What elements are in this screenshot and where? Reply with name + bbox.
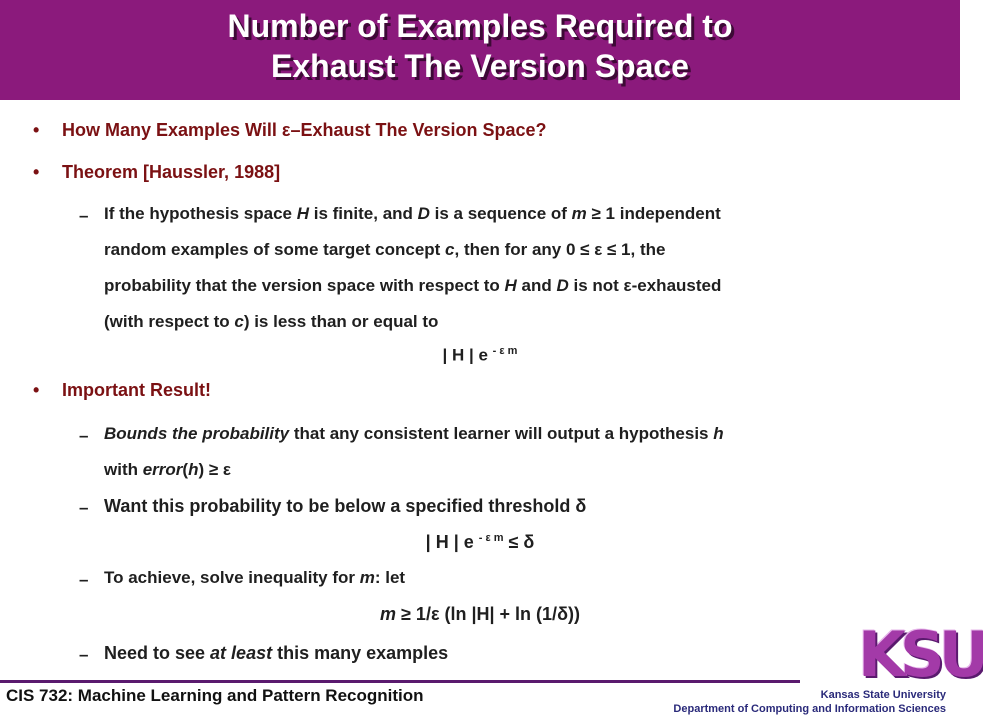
var-m: m [380,604,397,624]
text: ( [182,460,189,479]
department-name: Department of Computing and Information Sciences [673,703,946,715]
title-line-2: Exhaust The Version Space [271,48,689,84]
var-D: D [417,204,430,223]
var-c: c [445,240,455,259]
formula-base: | H | e [442,345,493,365]
bounds-paragraph [104,416,894,488]
text: ) is less than or equal to [243,312,439,331]
formula-bound [0,345,960,366]
text: that any consistent learner will output a hypothesis [289,424,714,443]
var-h: h [713,424,724,443]
text: : let [374,568,406,587]
italic-text: Bounds the probability [104,424,290,443]
bullet-marker: • [33,120,40,140]
var-D: D [556,276,569,295]
need-line [104,635,894,671]
footer-rule [0,680,800,683]
bullet-marker: • [33,162,40,182]
var-H: H [504,276,517,295]
dash-marker: – [79,645,89,664]
title-line-1: Number of Examples Required to [227,8,733,44]
text: with [104,460,143,479]
text: and [516,276,557,295]
achieve-line [104,560,894,596]
text: is not ε-exhausted [568,276,722,295]
ksu-logo: KSU [858,618,983,691]
university-name: Kansas State University [820,689,946,701]
slide-title [0,6,960,86]
text: is a sequence of [429,204,572,223]
text: random examples of some target concept [104,240,446,259]
formula-exponent: - ε m [478,532,504,544]
bullet-how-many [62,120,547,141]
formula-rest: ≥ 1/ε (ln |H| + ln (1/δ)) [396,604,580,624]
dash-marker: – [79,498,89,517]
text: How Many Examples Will [62,120,282,140]
epsilon-symbol: ε [281,120,291,140]
theorem-paragraph [104,196,894,340]
dash-marker: – [79,570,89,589]
text: –Exhaust The Version Space? [290,120,547,140]
text: Need to see [104,643,211,663]
text: , then for any 0 ≤ ε ≤ 1, the [454,240,666,259]
want-line: Want this probability to be below a specified threshold δ [104,496,587,516]
formula-sample-complexity [0,604,960,625]
bullet-marker: • [33,380,40,400]
text: To achieve, solve inequality for [104,568,360,587]
text: probability that the version space with respect to [104,276,505,295]
text: this many examples [272,643,449,663]
bullet-theorem: Theorem [Haussler, 1988] [62,162,281,182]
var-error: error [142,460,183,479]
italic-text: at least [210,643,273,663]
formula-exponent: - ε m [492,345,518,357]
text: (with respect to [104,312,235,331]
course-title: CIS 732: Machine Learning and Pattern Recognition [6,686,424,705]
bullet-important-result: Important Result! [62,380,212,400]
formula-base: | H | e [425,532,479,552]
var-h: h [188,460,199,479]
footer-institution [673,688,946,716]
text: ) ≥ ε [198,460,231,479]
dash-marker: – [79,426,89,445]
text: ≥ 1 independent [586,204,721,223]
var-c: c [234,312,244,331]
var-m: m [359,568,375,587]
var-H: H [296,204,310,223]
text: If the hypothesis space [104,204,297,223]
text: is finite, and [309,204,418,223]
var-m: m [571,204,587,223]
formula-threshold [0,532,960,553]
formula-tail: ≤ δ [503,532,535,552]
dash-marker: – [79,206,89,225]
